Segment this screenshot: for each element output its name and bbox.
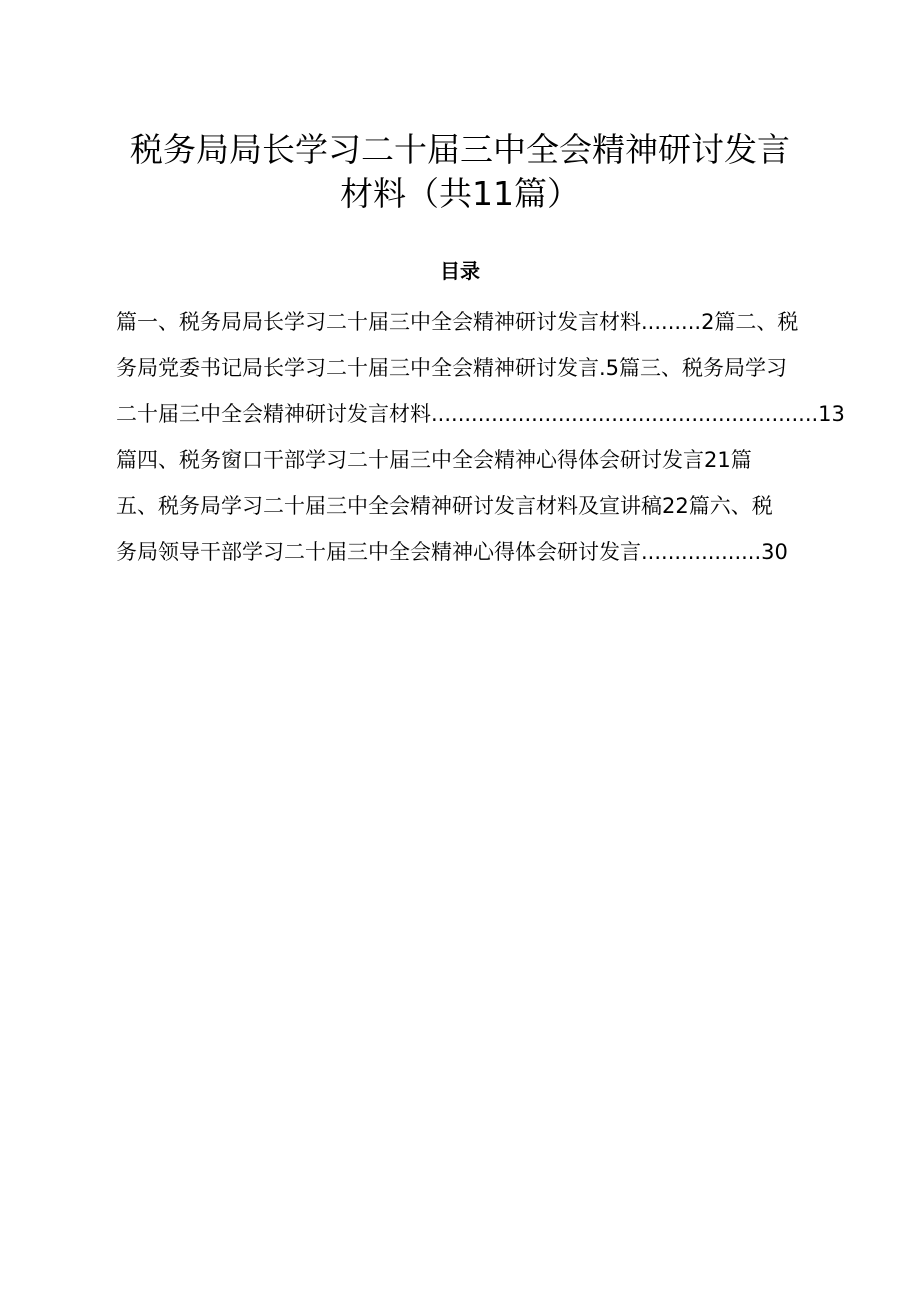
toc-heading: 目录 xyxy=(440,259,480,283)
toc-line: 务局党委书记局长学习二十届三中全会精神研讨发言.5篇三、税务局学习 xyxy=(116,356,788,380)
toc-line: 篇一、税务局局长学习二十届三中全会精神研讨发言材料.........2篇二、税 xyxy=(116,310,799,334)
toc-line: 务局领导干部学习二十届三中全会精神心得体会研讨发言..................30 xyxy=(116,540,788,564)
toc-line: 五、税务局学习二十届三中全会精神研讨发言材料及宣讲稿22篇六、税 xyxy=(116,494,773,518)
toc-line: 篇四、税务窗口干部学习二十届三中全会精神心得体会研讨发言21篇 xyxy=(116,448,752,472)
document-title-line-2: 材料（共11篇） xyxy=(340,174,580,213)
document-title-line-1: 税务局局长学习二十届三中全会精神研讨发言 xyxy=(130,130,790,169)
table-of-contents xyxy=(116,302,856,578)
toc-line: 二十届三中全会精神研讨发言材料..........................................................13 xyxy=(116,402,845,426)
